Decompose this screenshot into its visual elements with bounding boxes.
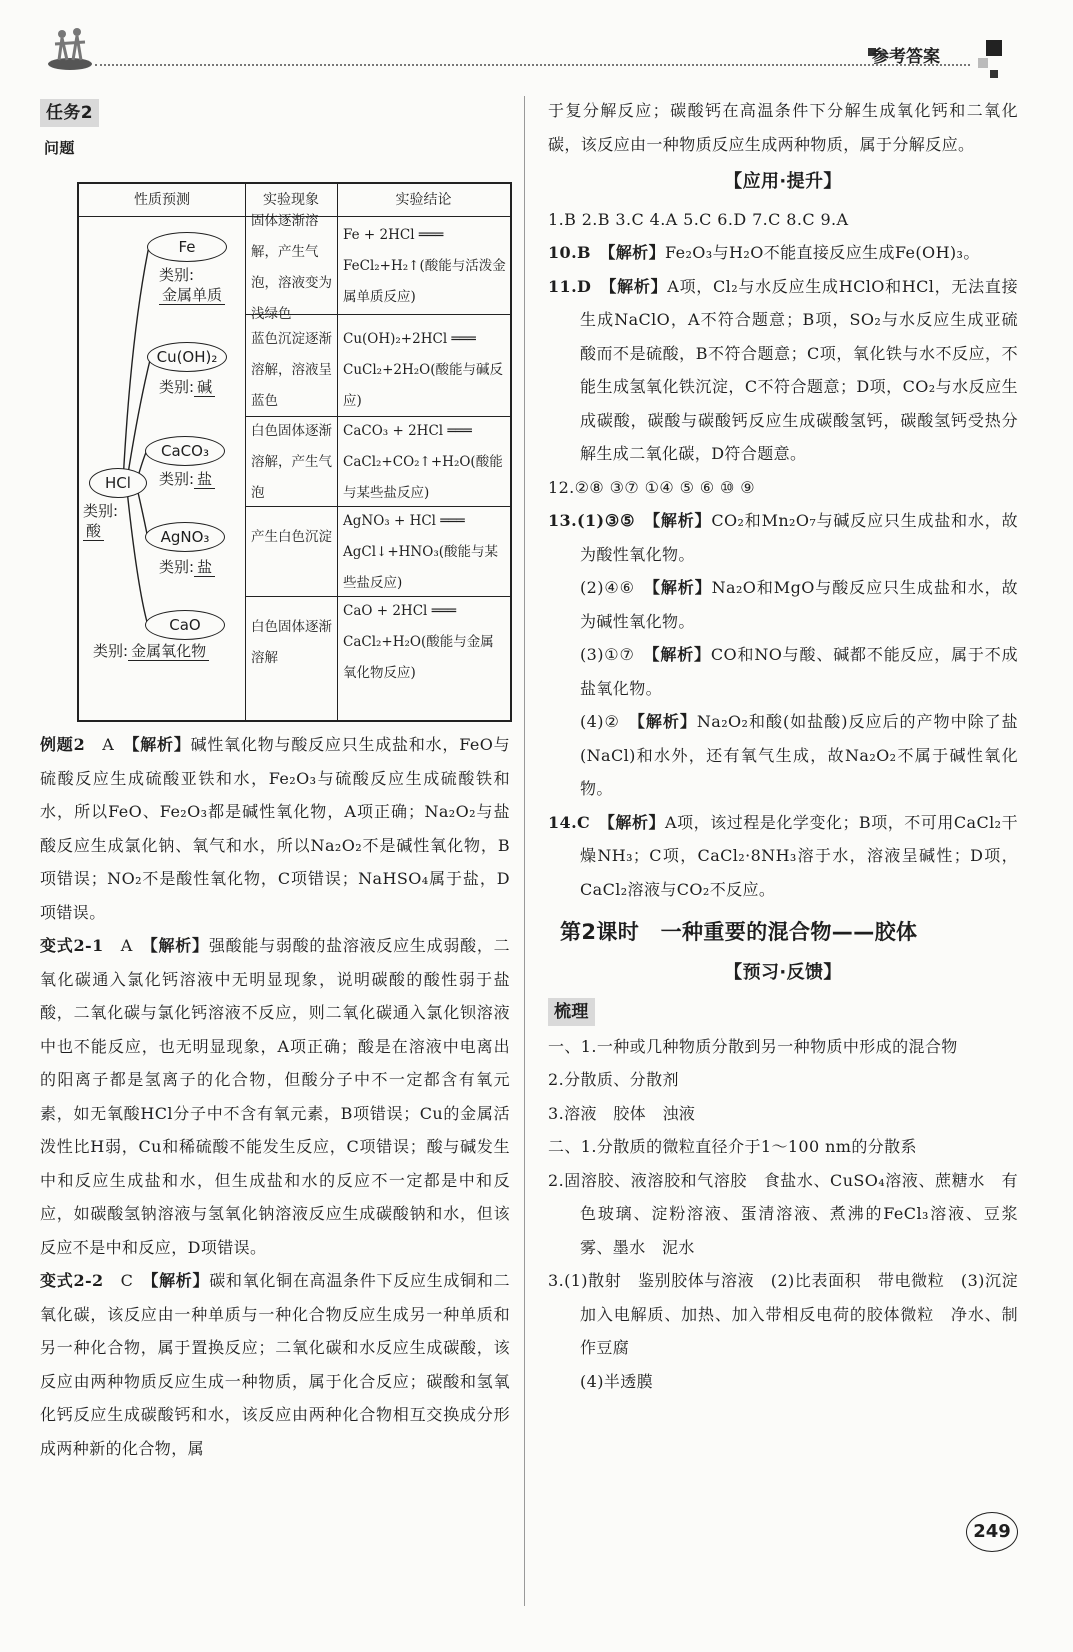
example-2: 例题2 A 【解析】碱性氧化物与酸反应只生成盐和水，FeO与硫酸反应生成硫酸亚铁和水，Fe₂O₃与硫酸反应生成硫酸铁和水，所以FeO、Fe₂O₃都是碱性氧化物，A项正确；Na₂O₂与盐酸反应生成氯化钠、氧气和水，所以Na₂O₂不是碱性氧化物，B项错误；NO₂不是酸性氧化物，C项错误；NaHSO₄属于盐，D项错误。: [40, 735, 510, 922]
item: 3.溶液 胶体 浊液: [548, 1103, 696, 1123]
question-label: 问题: [44, 138, 75, 157]
item: 3.(1)散射 鉴别胶体与溶液 (2)比表面积 带电微粒 (3)沉淀 加入电解质、加热、加入带相反电荷的胶体微粒 净水、制作豆腐: [548, 1271, 1035, 1357]
answer-13-4: (4)② 【解析】Na₂O₂和酸(如盐酸)反应后的产物中除了盐(NaCl)和水外，还有氧气生成，故Na₂O₂不属于碱性氧化物。: [580, 712, 1018, 798]
tree-node-cuoh2: Cu(OH)₂: [147, 342, 227, 372]
continued-text: 于复分解反应；碳酸钙在高温条件下分解生成氧化钙和二氧化碳，该反应由一种物质反应生成两种物质，属于分解反应。: [548, 101, 1018, 154]
tree-node-cao: CaO: [145, 610, 225, 640]
tree-category: 类别: 盐: [159, 556, 215, 577]
table-cell-conclusion: Fe + 2HCl ═══ FeCl₂+H₂↑(酸能与活泼金属单质反应): [343, 227, 506, 305]
tree-label: 类别:: [159, 266, 195, 284]
table-header-prediction: 性质预测: [79, 184, 245, 217]
tree-category: 类别: 金属氧化物: [93, 640, 209, 661]
table-cell-conclusion: AgNO₃ + HCl ═══ AgCl↓+HNO₃(酸能与某些盐反应): [343, 513, 498, 591]
table-cell-phenomenon: 蓝色沉淀逐渐溶解，溶液呈蓝色: [251, 331, 332, 409]
item: 2.分散质、分散剂: [548, 1070, 679, 1089]
answer-13-2: (2)④⑥ 【解析】Na₂O和MgO与酸反应只生成盐和水，故为碱性氧化物。: [580, 578, 1018, 631]
table-cell-conclusion: Cu(OH)₂+2HCl ═══ CuCl₂+2H₂O(酸能与碱反应): [343, 331, 504, 409]
answer-13-3: (3)①⑦ 【解析】CO和NO与酸、碱都不能反应，属于不成盐氧化物。: [580, 645, 1018, 698]
header-corner-mark: [990, 70, 998, 78]
left-column-text: [40, 728, 510, 1465]
table-cell-phenomenon: 固体逐渐溶解，产生气泡，溶液变为浅绿色: [251, 213, 332, 322]
answer-10: 10.B 【解析】Fe₂O₃与H₂O不能直接反应生成Fe(OH)₃。: [548, 243, 980, 262]
tree-category: 类别: 盐: [159, 468, 215, 489]
answer-14: 14.C 【解析】A项，该过程是化学变化；B项，不可用CaCl₂干燥NH₃；C项，CaCl₂·8NH₃溶于水，溶液呈碱性；D项，CaCl₂溶液与CO₂不反应。: [548, 812, 1019, 899]
tree-label: 类别:: [83, 502, 119, 520]
lesson-title: 第2课时 一种重要的混合物——胶体: [560, 920, 918, 944]
tree-node-agno3: AgNO₃: [145, 522, 225, 552]
item: 二、1.分散质的微粒直径介于1～100 nm的分散系: [548, 1137, 917, 1156]
property-table: [77, 182, 512, 722]
column-divider: [524, 96, 525, 1606]
item: 一、1.一种或几种物质分散到另一种物质中形成的混合物: [548, 1036, 958, 1056]
table-cell-conclusion: CaO + 2HCl ═══ CaCl₂+H₂O(酸能与金属氧化物反应): [343, 603, 494, 681]
header-title: 参考答案: [872, 47, 940, 67]
header-logo-icon: [45, 22, 95, 72]
header-dotted-line: [95, 64, 970, 66]
section-heading-preview: 【预习·反馈】: [724, 962, 842, 983]
table-divider: [245, 184, 246, 720]
task-label: 任务2: [40, 99, 99, 127]
tree-category: 类别: 碱: [159, 376, 215, 397]
table-cell-phenomenon: 产生白色沉淀: [251, 529, 332, 545]
tree-node-fe: Fe: [147, 232, 227, 262]
answer-12: 12.②⑧ ③⑦ ①④ ⑤ ⑥ ⑩ ⑨: [548, 477, 755, 497]
answer-11: 11.D 【解析】A项，Cl₂与水反应生成HClO和HCl，无法直接生成NaClO，A不符合题意；B项，SO₂与水反应生成亚硫酸而不是硫酸，B不符合题意；C项，氧化铁与水不反应，不能生成氢氧化铁沉淀，C不符合题意；D项，CO₂与水反应生成碳酸，碳酸与碳酸钙反应生成碳酸氢钙，碳酸氢钙受热分解生成二氧化碳，D符合题意。: [548, 276, 1018, 463]
table-divider: [337, 184, 338, 720]
left-column: [40, 94, 510, 166]
page-number: 249: [966, 1512, 1018, 1552]
section-heading-apply: 【应用·提升】: [724, 171, 842, 192]
header-corner-mark: [986, 40, 1002, 56]
item: 2.固溶胶、液溶胶和气溶胶 食盐水、CuSO₄溶液、蔗糖水 有色玻璃、淀粉溶液、蛋清溶液、煮沸的FeCl₃溶液、豆浆 雾、墨水 泥水: [548, 1170, 1035, 1257]
answer-13-1: 13.(1)③⑤ 【解析】CO₂和Mn₂O₇与碱反应只生成盐和水，故为酸性氧化物。: [548, 511, 1019, 564]
variant-2-1: 变式2-1 A 【解析】强酸能与弱酸的盐溶液反应生成弱酸，二氧化碳通入氯化钙溶液中无明显现象，说明碳酸的酸性弱于盐酸，二氧化碳与氯化钙溶液不反应，则二氧化碳通入氯化钡溶液中也不能反应，也无明显现象，A项正确；酸是在溶液中电离出的阳离子都是氢离子的化合物，但酸分子中不一定都含有氧元素，如无氧酸HCl分子中不含有氧元素，B项错误；Cu的金属活泼性比H弱，Cu和稀硫酸不能发生反应，C项错误；酸与碱发生中和反应生成盐和水，但生成盐和水的反应不一定都是中和反应，如碳酸氢钠溶液与氢氧化钠溶液反应生成碳酸钠和水，但该反应不是中和反应，D项错误。: [40, 936, 510, 1257]
item: (4)半透膜: [580, 1371, 654, 1391]
right-column: [548, 94, 1035, 1398]
table-cell-phenomenon: 白色固体逐渐溶解，产生气泡: [251, 423, 332, 501]
table-cell-phenomenon: 白色固体逐渐溶解: [251, 619, 332, 666]
answers-1-9: 1.B 2.B 3.C 4.A 5.C 6.D 7.C 8.C 9.A: [548, 209, 849, 229]
tree-node-caco3: CaCO₃: [145, 436, 225, 466]
variant-2-2: 变式2-2 C 【解析】碳和氧化铜在高温条件下反应生成铜和二氧化碳，该反应由一种单质与一种化合物反应生成另一种单质和另一种化合物，属于置换反应；二氧化碳和水反应生成碳酸，该反应由两种物质反应生成一种物质，属于化合反应；碳酸和氢氧化钙反应生成碳酸钙和水，该反应由两种化合物相互交换成分形成两种新的化合物，属: [40, 1271, 510, 1458]
tree-node-hcl: HCl: [89, 468, 147, 498]
tree-category: 酸: [83, 520, 104, 541]
tree-category: 金属单质: [159, 284, 225, 305]
table-header-conclusion: 实验结论: [337, 184, 510, 217]
header-corner-mark: [978, 58, 988, 68]
table-cell-conclusion: CaCO₃ + 2HCl ═══ CaCl₂+CO₂↑+H₂O(酸能与某些盐反应): [343, 423, 503, 501]
table-header-phenomenon: 实验现象: [245, 184, 337, 217]
sort-label: 梳理: [548, 998, 595, 1026]
